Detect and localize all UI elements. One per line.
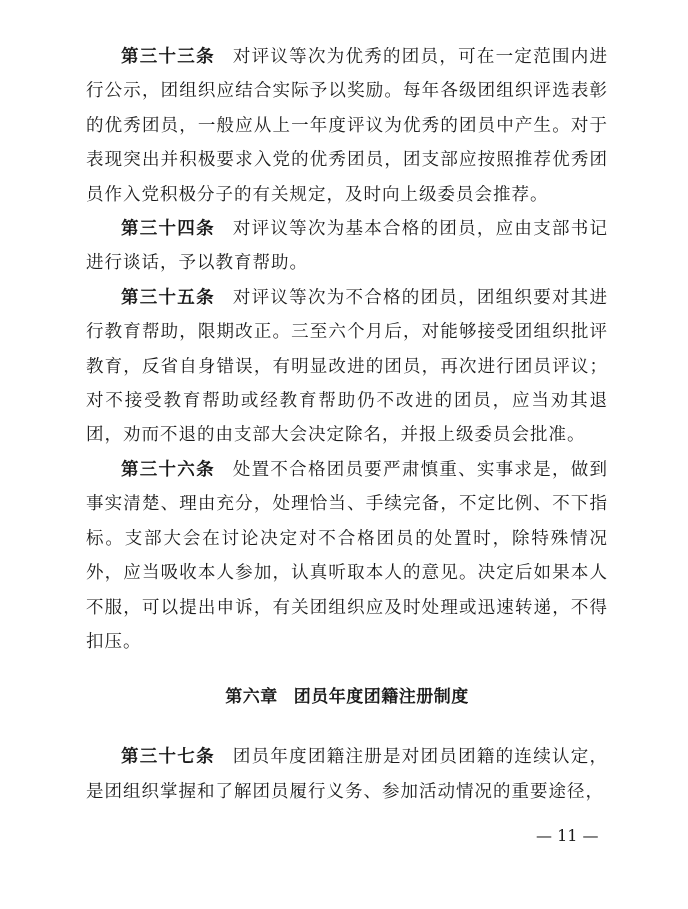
chapter-heading xyxy=(86,683,608,711)
article-36-paragraph xyxy=(86,453,608,659)
chapter-number: 第六章 xyxy=(225,687,278,708)
article-33-paragraph xyxy=(86,40,608,212)
article-number: 第三十三条 xyxy=(121,47,215,67)
article-text: 对评议等次为基本合格的团员，应由支部书记进行谈话，予以教育帮助。 xyxy=(86,219,609,274)
article-number: 第三十五条 xyxy=(121,287,215,308)
article-number: 第三十四条 xyxy=(121,219,215,240)
article-text: 对评议等次为不合格的团员，团组织要对其进行教育帮助，限期改正。三至六个月后，对能够接受团组织批评教育，反省自身错误，有明显改进的团员，再次进行团员评议；对不接受教育帮助或经教育帮助仍不改进的团员，应当劝其退团，劝而不退的由支部大会决定除名，并报上级委员会批准。 xyxy=(86,287,609,446)
article-text: 对评议等次为优秀的团员，可在一定范围内进行公示，团组织应结合实际予以奖励。每年各级团组织评选表彰的优秀团员，一般应从上一年度评议为优秀的团员中产生。对于表现突出并积极要求入党的优秀团员，团支部应按照推荐优秀团员作入党积极分子的有关规定，及时向上级委员会推荐。 xyxy=(86,47,609,205)
document-body xyxy=(86,40,608,809)
chapter-title: 团员年度团籍注册制度 xyxy=(293,687,469,708)
article-35-paragraph xyxy=(86,281,608,453)
article-number: 第三十六条 xyxy=(121,459,215,480)
page-number: — 11 — xyxy=(536,826,599,845)
article-37-paragraph xyxy=(86,740,608,809)
article-text: 处置不合格团员要严肃慎重、实事求是，做到事实清楚、理由充分，处理恰当、手续完备，不定比例、不下指标。支部大会在讨论决定对不合格团员的处置时，除特殊情况外，应当吸收本人参加，认真听取本人的意见。决定后如果本人不服，可以提出申诉，有关团组织应及时处理或迅速转递，不得扣压。 xyxy=(86,459,609,652)
article-34-paragraph xyxy=(86,212,608,281)
article-number: 第三十七条 xyxy=(121,747,215,768)
article-text: 团员年度团籍注册是对团员团籍的连续认定，是团组织掌握和了解团员履行义务、参加活动情况的重要途径， xyxy=(86,747,609,802)
